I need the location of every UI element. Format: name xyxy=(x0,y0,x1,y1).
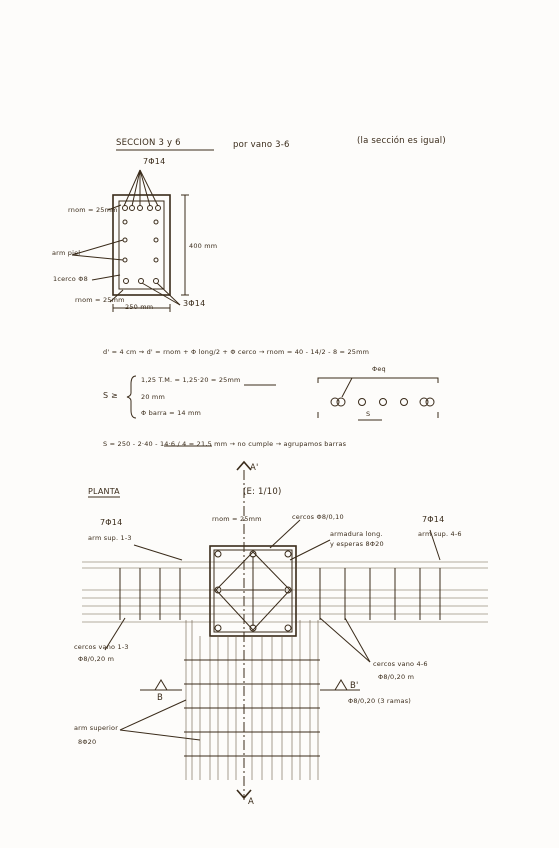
option-3: Φ barra = 14 mm xyxy=(141,409,202,417)
left-stirrups-spacing: Φ8/0,20 m xyxy=(78,655,115,663)
section-title-note: (la sección es igual) xyxy=(357,136,446,146)
top-arm-bars: 8Φ20 xyxy=(78,738,97,746)
option-1: 1,25 T.M. = 1,25·20 = 25mm xyxy=(141,376,241,384)
calc-line-2: S = 250 - 2·40 - 14·6 / 4 = 21,5 mm → no cumple → agrupamos barras xyxy=(103,440,347,448)
top-bars-label: 7Φ14 xyxy=(143,157,166,166)
stirrups-label: cercos Φ8/0,10 xyxy=(292,513,344,521)
stirrup-label: 1cerco Φ8 xyxy=(53,275,88,283)
right-stirrups-spacing: Φ8/0,20 m xyxy=(378,673,415,681)
b-label: B xyxy=(157,693,164,703)
eq-label: Φeq xyxy=(372,365,386,373)
long-label-2: y esperas 8Φ20 xyxy=(330,540,384,548)
column-stirrups-label: Φ8/0,20 (3 ramas) xyxy=(348,697,412,705)
section-bars xyxy=(123,206,161,284)
left-bars-label: 7Φ14 xyxy=(100,518,123,527)
option-2: 20 mm xyxy=(141,393,166,401)
cover-label-bottom: rnom = 25mm xyxy=(75,296,125,304)
width-label: 250 mm xyxy=(125,303,154,311)
scale-label: (E: 1/10) xyxy=(243,487,282,497)
plan-title: PLANTA xyxy=(88,487,120,496)
plan-cover-label: rnom = 25mm xyxy=(212,515,262,523)
section-title: SECCION 3 y 6 xyxy=(116,138,181,148)
long-label: armadura long. xyxy=(330,530,383,538)
top-arm-label: arm superior xyxy=(74,724,119,732)
calc-line-1: d' = 4 cm ⇝ d' = rnom + Φ long/2 + Φ cerco → rnom = 40 - 14/2 - 8 = 25mm xyxy=(103,348,370,356)
beam-horizontal-lines xyxy=(82,562,488,622)
cover-label: rnom = 25mm xyxy=(68,206,118,214)
right-stirrups xyxy=(320,568,440,620)
height-label: 400 mm xyxy=(189,242,218,250)
b-prime-label: B' xyxy=(350,681,359,691)
left-stirrups xyxy=(120,568,180,620)
stirrup-outline xyxy=(119,201,164,289)
right-stirrups-label: cercos vano 4-6 xyxy=(373,660,428,668)
spacing-label: S xyxy=(366,410,371,418)
left-bars-sub: arm sup. 1-3 xyxy=(88,534,132,542)
bottom-bars-label: 3Φ14 xyxy=(183,299,206,308)
skin-label: arm piel xyxy=(52,249,81,257)
right-bars-sub: arm sup. 4-6 xyxy=(418,530,462,538)
right-bars-label: 7Φ14 xyxy=(422,515,445,524)
section-title-mid: por vano 3-6 xyxy=(233,140,290,150)
s-ge-label: S ≥ xyxy=(103,391,118,400)
cut-bottom-label: A xyxy=(248,797,255,807)
left-stirrups-label: cercos vano 1-3 xyxy=(74,643,129,651)
cut-top-label: A' xyxy=(250,463,259,473)
